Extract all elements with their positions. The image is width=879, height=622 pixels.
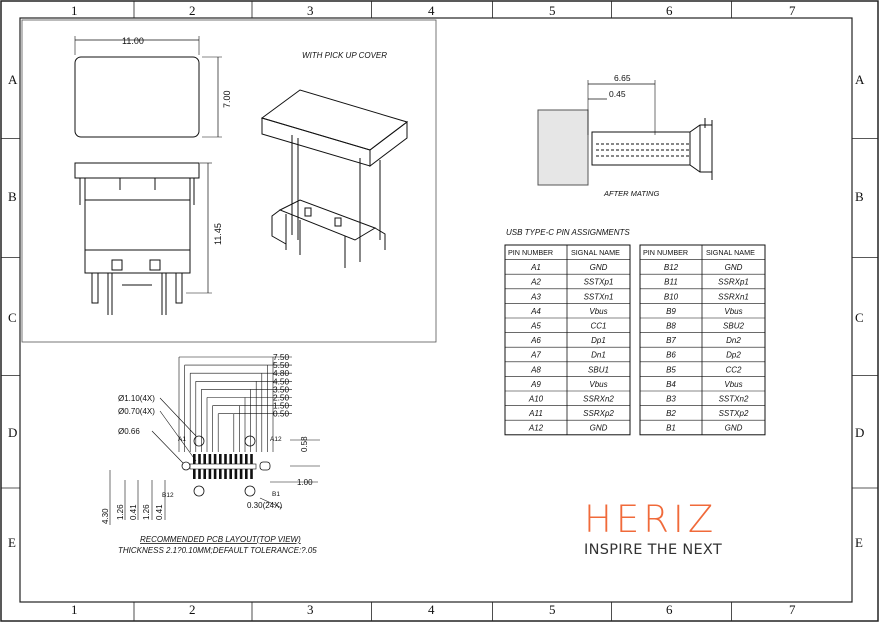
pin-number-cell: A7 <box>531 350 541 360</box>
pcb-pad-top <box>219 454 222 464</box>
pcb-caption: RECOMMENDED PCB LAYOUT(TOP VIEW) <box>140 535 301 544</box>
pcb-pad-bottom <box>203 469 206 479</box>
pcb-pad-top <box>229 454 232 464</box>
top-cover-view <box>75 36 222 137</box>
brand-logo <box>584 500 754 558</box>
pcb-pad-bottom <box>224 469 227 479</box>
grid-col-bottom-3: 3 <box>307 602 314 617</box>
grid-col-top-2: 2 <box>189 3 196 18</box>
pin-number-cell: B6 <box>666 350 676 360</box>
pin-number-cell: A12 <box>528 423 544 433</box>
side-height-dim: 11.45 <box>213 223 223 245</box>
grid-row-right-C: C <box>855 310 864 325</box>
pin-number-cell: B3 <box>666 394 676 404</box>
table-header-pin-left: PIN NUMBER <box>508 248 554 257</box>
pcb-pad-bottom <box>250 469 253 479</box>
bottom-dim-3: 0.41 <box>129 504 138 520</box>
right-dim-058: 0.58 <box>300 436 309 452</box>
pin-table-title: USB TYPE-C PIN ASSIGNMENTS <box>506 228 630 237</box>
signal-name-cell: Dp1 <box>591 336 606 346</box>
pin-number-cell: B10 <box>663 292 679 302</box>
pcb-pad-top <box>245 454 248 464</box>
signal-name-cell: SSTXp2 <box>718 409 749 419</box>
signal-name-cell: Vbus <box>724 306 743 316</box>
pcb-pad-bottom <box>198 469 201 479</box>
grid-col-top-4: 4 <box>428 3 435 18</box>
signal-name-cell: SSTXn2 <box>718 394 749 404</box>
top-cover-width-dim: 11.00 <box>122 36 144 46</box>
pcb-pad-top <box>224 454 227 464</box>
mating-outer-dim: 6.65 <box>614 73 631 83</box>
pick-up-cover-label: WITH PICK UP COVER <box>302 51 388 60</box>
pcb-pad-bottom <box>240 469 243 479</box>
pin-number-cell: B4 <box>666 379 676 389</box>
grid-col-bottom-6: 6 <box>666 602 673 617</box>
pin-number-cell: B5 <box>666 365 676 375</box>
pin-number-cell: B9 <box>666 306 676 316</box>
grid-col-top-1: 1 <box>71 3 78 18</box>
pin-number-cell: A4 <box>531 306 541 316</box>
grid-row-right-A: A <box>855 72 865 87</box>
signal-name-cell: SBU2 <box>723 321 744 331</box>
pcb-width-dim: 0.50 <box>273 408 290 419</box>
pin-number-cell: B12 <box>663 263 679 273</box>
pin-number-cell: B2 <box>666 409 676 419</box>
top-cover-height-dim: 7.00 <box>222 90 232 108</box>
pin-number-cell: A9 <box>531 379 541 389</box>
grid-col-top-5: 5 <box>549 3 556 18</box>
grid-row-left-C: C <box>8 310 17 325</box>
pin-number-cell: A5 <box>531 321 541 331</box>
right-dim-030: 0.30(24X) <box>247 501 283 510</box>
bottom-dim-1: 4.30 <box>101 508 110 524</box>
grid-row-right-E: E <box>855 535 863 550</box>
table-header-signal-right: SIGNAL NAME <box>706 248 755 257</box>
pin-number-cell: B11 <box>664 277 678 287</box>
pin-number-cell: B8 <box>666 321 676 331</box>
signal-name-cell: CC1 <box>590 321 607 331</box>
hole-dim-3: Ø0.66 <box>118 427 140 436</box>
pin-number-cell: A1 <box>531 263 541 273</box>
pcb-width-dim: 2.50 <box>273 392 290 403</box>
pcb-width-dim: 5.50 <box>273 360 290 371</box>
signal-name-cell: Vbus <box>724 379 743 389</box>
pcb-pad-top <box>203 454 206 464</box>
pcb-width-dim: 4.80 <box>273 368 290 379</box>
grid-row-left-D: D <box>8 425 18 440</box>
grid-col-bottom-2: 2 <box>189 602 196 617</box>
pin-label-a12: A12 <box>270 436 282 443</box>
pcb-pad-top <box>235 454 238 464</box>
signal-name-cell: GND <box>724 263 743 273</box>
pcb-pad-top <box>240 454 243 464</box>
pin-assignment-tables <box>505 245 765 435</box>
pcb-width-dim: 3.50 <box>273 384 290 395</box>
pcb-width-dim: 4.50 <box>273 376 290 387</box>
pin-label-a1: A1 <box>178 436 186 443</box>
pin-label-b1: B1 <box>272 491 280 498</box>
signal-name-cell: Vbus <box>589 306 608 316</box>
grid-col-top-3: 3 <box>307 3 314 18</box>
grid-col-top-6: 6 <box>666 3 673 18</box>
grid-row-left-B: B <box>8 189 17 204</box>
pcb-pad-bottom <box>229 469 232 479</box>
signal-name-cell: Vbus <box>589 379 608 389</box>
brand-name: HERIZ <box>584 498 718 541</box>
hole-dim-1: Ø1.10(4X) <box>118 394 155 403</box>
signal-name-cell: SSTXn1 <box>583 292 614 302</box>
top-left-view-box <box>22 20 436 342</box>
signal-name-cell: SSRXn2 <box>583 394 614 404</box>
pcb-pad-bottom <box>214 469 217 479</box>
pcb-thickness: THICKNESS 2.1?0.10MM;DEFAULT TOLERANCE:?.05 <box>118 546 317 555</box>
bottom-dim-2: 1.26 <box>116 504 125 520</box>
pin-number-cell: A8 <box>531 365 541 375</box>
pcb-pad-top <box>198 454 201 464</box>
after-mating-label: AFTER MATING <box>604 189 660 198</box>
pcb-layout-view <box>182 436 270 496</box>
right-dim-100: 1.00 <box>297 478 313 487</box>
pin-number-cell: A10 <box>528 394 544 404</box>
pin-number-cell: B1 <box>666 423 676 433</box>
hole-dim-2: Ø0.70(4X) <box>118 407 155 416</box>
bottom-dim-4: 1.26 <box>142 504 151 520</box>
pcb-pad-bottom <box>245 469 248 479</box>
grid-row-right-B: B <box>855 189 864 204</box>
table-header-pin-right: PIN NUMBER <box>643 248 689 257</box>
grid-row-right-D: D <box>855 425 865 440</box>
mating-inner-dim: 0.45 <box>609 89 626 99</box>
signal-name-cell: GND <box>589 263 608 273</box>
pcb-pad-bottom <box>209 469 212 479</box>
grid-row-left-A: A <box>8 72 18 87</box>
pcb-pad-top <box>209 454 212 464</box>
signal-name-cell: GND <box>589 423 608 433</box>
grid-col-bottom-5: 5 <box>549 602 556 617</box>
pcb-pad-top <box>214 454 217 464</box>
pin-number-cell: A2 <box>531 277 541 287</box>
pcb-width-dim: 1.50 <box>273 400 290 411</box>
signal-name-cell: GND <box>724 423 743 433</box>
signal-name-cell: CC2 <box>725 365 742 375</box>
signal-name-cell: SBU1 <box>588 365 609 375</box>
pin-number-cell: A11 <box>529 409 543 419</box>
grid-col-bottom-4: 4 <box>428 602 435 617</box>
table-header-signal-left: SIGNAL NAME <box>571 248 620 257</box>
grid-col-top-7: 7 <box>789 3 796 18</box>
bottom-dim-5: 0.41 <box>155 504 164 520</box>
isometric-view <box>262 90 407 268</box>
grid-col-bottom-1: 1 <box>71 602 78 617</box>
grid-row-left-E: E <box>8 535 16 550</box>
pcb-pad-bottom <box>235 469 238 479</box>
pin-number-cell: B7 <box>666 336 676 346</box>
signal-name-cell: Dn1 <box>591 350 606 360</box>
pcb-pad-bottom <box>193 469 196 479</box>
pin-number-cell: A6 <box>531 336 541 346</box>
pcb-pad-bottom <box>219 469 222 479</box>
signal-name-cell: Dn2 <box>726 336 741 346</box>
brand-tagline: INSPIRE THE NEXT <box>584 542 723 558</box>
signal-name-cell: SSRXp1 <box>718 277 749 287</box>
pin-label-b12: B12 <box>162 492 174 499</box>
signal-name-cell: Dp2 <box>726 350 741 360</box>
side-view <box>75 163 212 315</box>
signal-name-cell: SSRXp2 <box>583 409 614 419</box>
grid-col-bottom-7: 7 <box>789 602 796 617</box>
pcb-pad-top <box>250 454 253 464</box>
pin-number-cell: A3 <box>531 292 541 302</box>
signal-name-cell: SSRXn1 <box>718 292 749 302</box>
pcb-width-dim: 7.50 <box>273 352 290 362</box>
signal-name-cell: SSTXp1 <box>583 277 614 287</box>
